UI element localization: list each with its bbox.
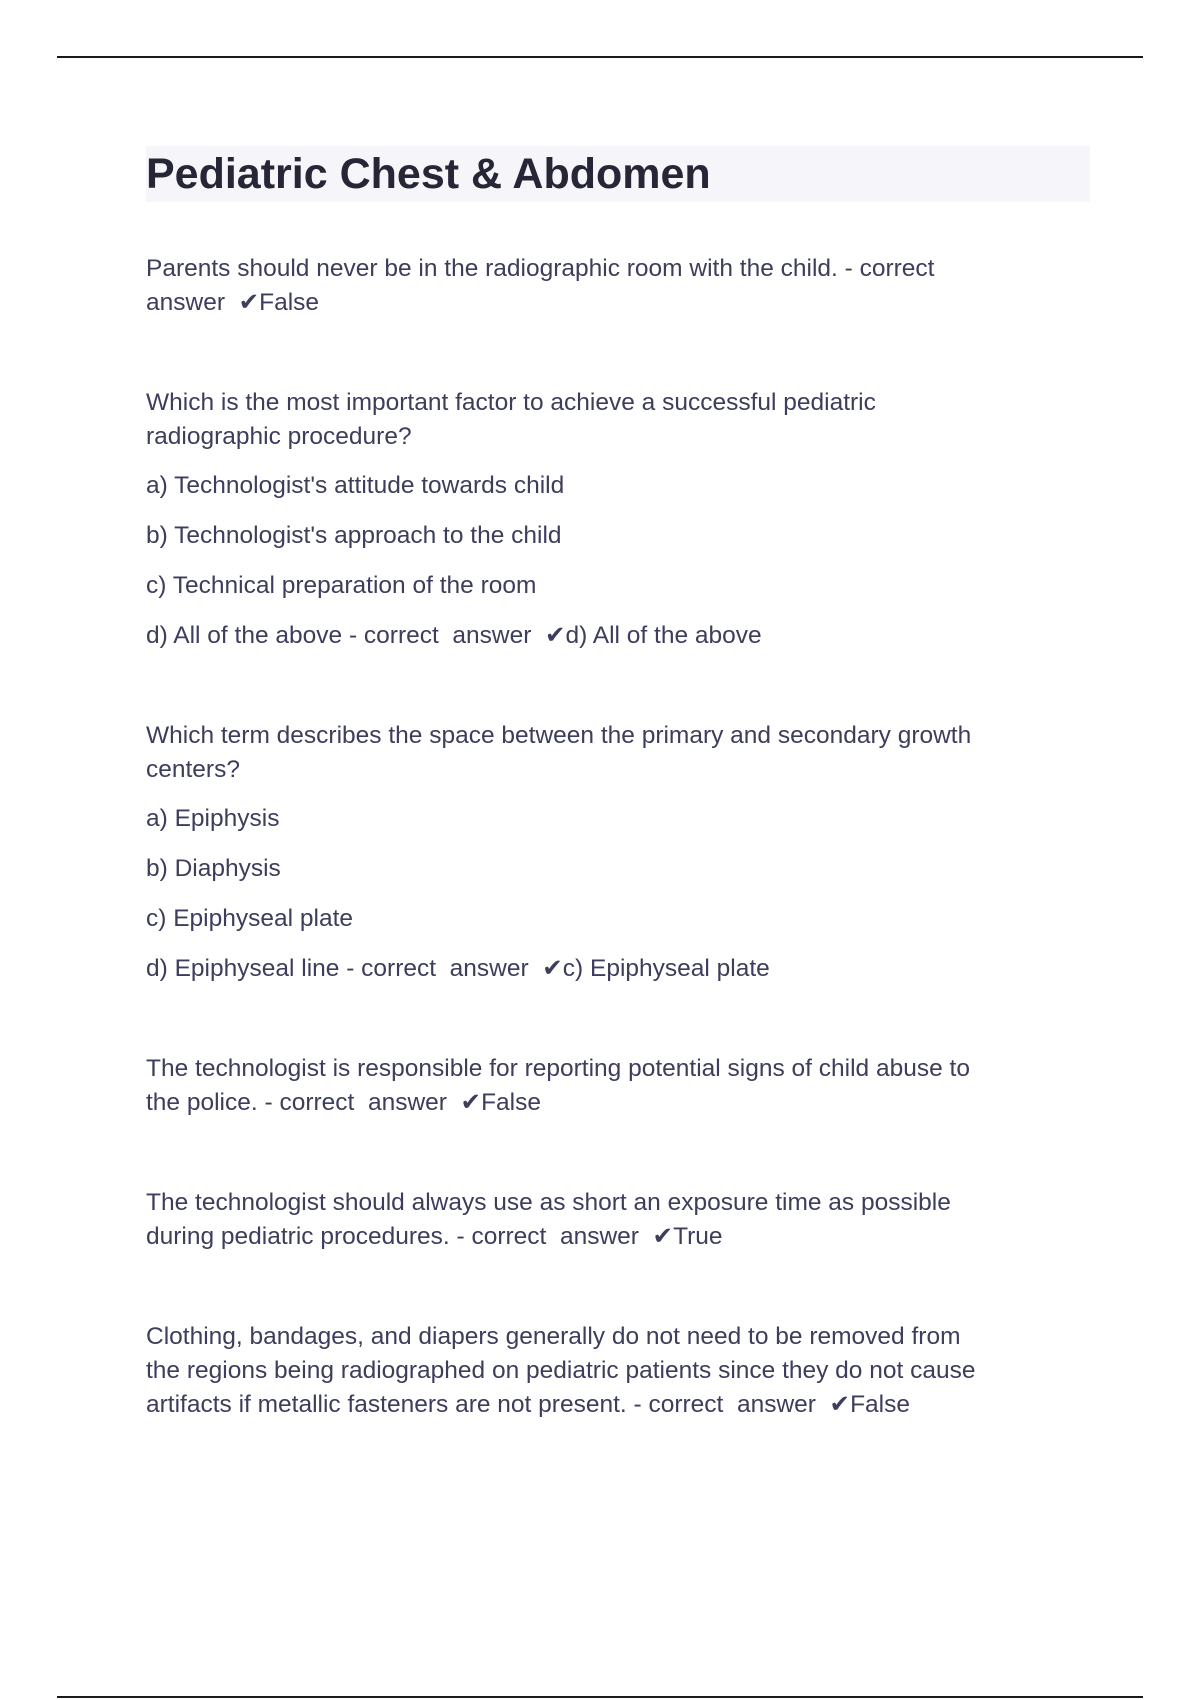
answer-option: a) Technologist's attitude towards child <box>146 472 565 499</box>
question-2 <box>146 386 1090 454</box>
top-rule <box>57 56 1143 58</box>
question-text-line: Which term describes the space between the primary and secondary growth <box>146 722 972 749</box>
question-text-line: radiographic procedure? <box>146 423 412 450</box>
question-text-line: the regions being radiographed on pediatric patients since they do not cause <box>146 1357 976 1384</box>
answer-option: b) Technologist's approach to the child <box>146 522 562 549</box>
question-6 <box>146 1320 1090 1422</box>
answer-option: d) Epiphyseal line - correct answer ✔c) Epiphyseal plate <box>146 955 770 982</box>
question-text-line: The technologist should always use as short an exposure time as possible <box>146 1189 951 1216</box>
answer-option: a) Epiphysis <box>146 805 280 832</box>
question-text-line: Which is the most important factor to achieve a successful pediatric <box>146 389 876 416</box>
answer-option: d) All of the above - correct answer ✔d) All of the above <box>146 622 762 649</box>
question-text-line: artifacts if metallic fasteners are not present. - correct answer ✔False <box>146 1391 910 1418</box>
question-text-line: Parents should never be in the radiographic room with the child. - correct <box>146 255 935 282</box>
question-1 <box>146 252 1090 320</box>
question-text-line: answer ✔False <box>146 289 320 316</box>
document-body <box>146 146 1090 1422</box>
question-text-line: the police. - correct answer ✔False <box>146 1089 541 1116</box>
question-text-line: Clothing, bandages, and diapers generally do not need to be removed from <box>146 1323 961 1350</box>
answer-option: b) Diaphysis <box>146 855 281 882</box>
question-5 <box>146 1186 1090 1254</box>
question-text-line: centers? <box>146 756 240 783</box>
answer-option: c) Epiphyseal plate <box>146 905 354 932</box>
question-text-line: The technologist is responsible for reporting potential signs of child abuse to <box>146 1055 970 1082</box>
question-3 <box>146 719 1090 787</box>
page-title: Pediatric Chest & Abdomen <box>146 146 1090 202</box>
question-4 <box>146 1052 1090 1120</box>
question-text-line: during pediatric procedures. - correct answer ✔True <box>146 1223 723 1250</box>
bottom-rule <box>57 1696 1143 1698</box>
answer-option: c) Technical preparation of the room <box>146 572 537 599</box>
